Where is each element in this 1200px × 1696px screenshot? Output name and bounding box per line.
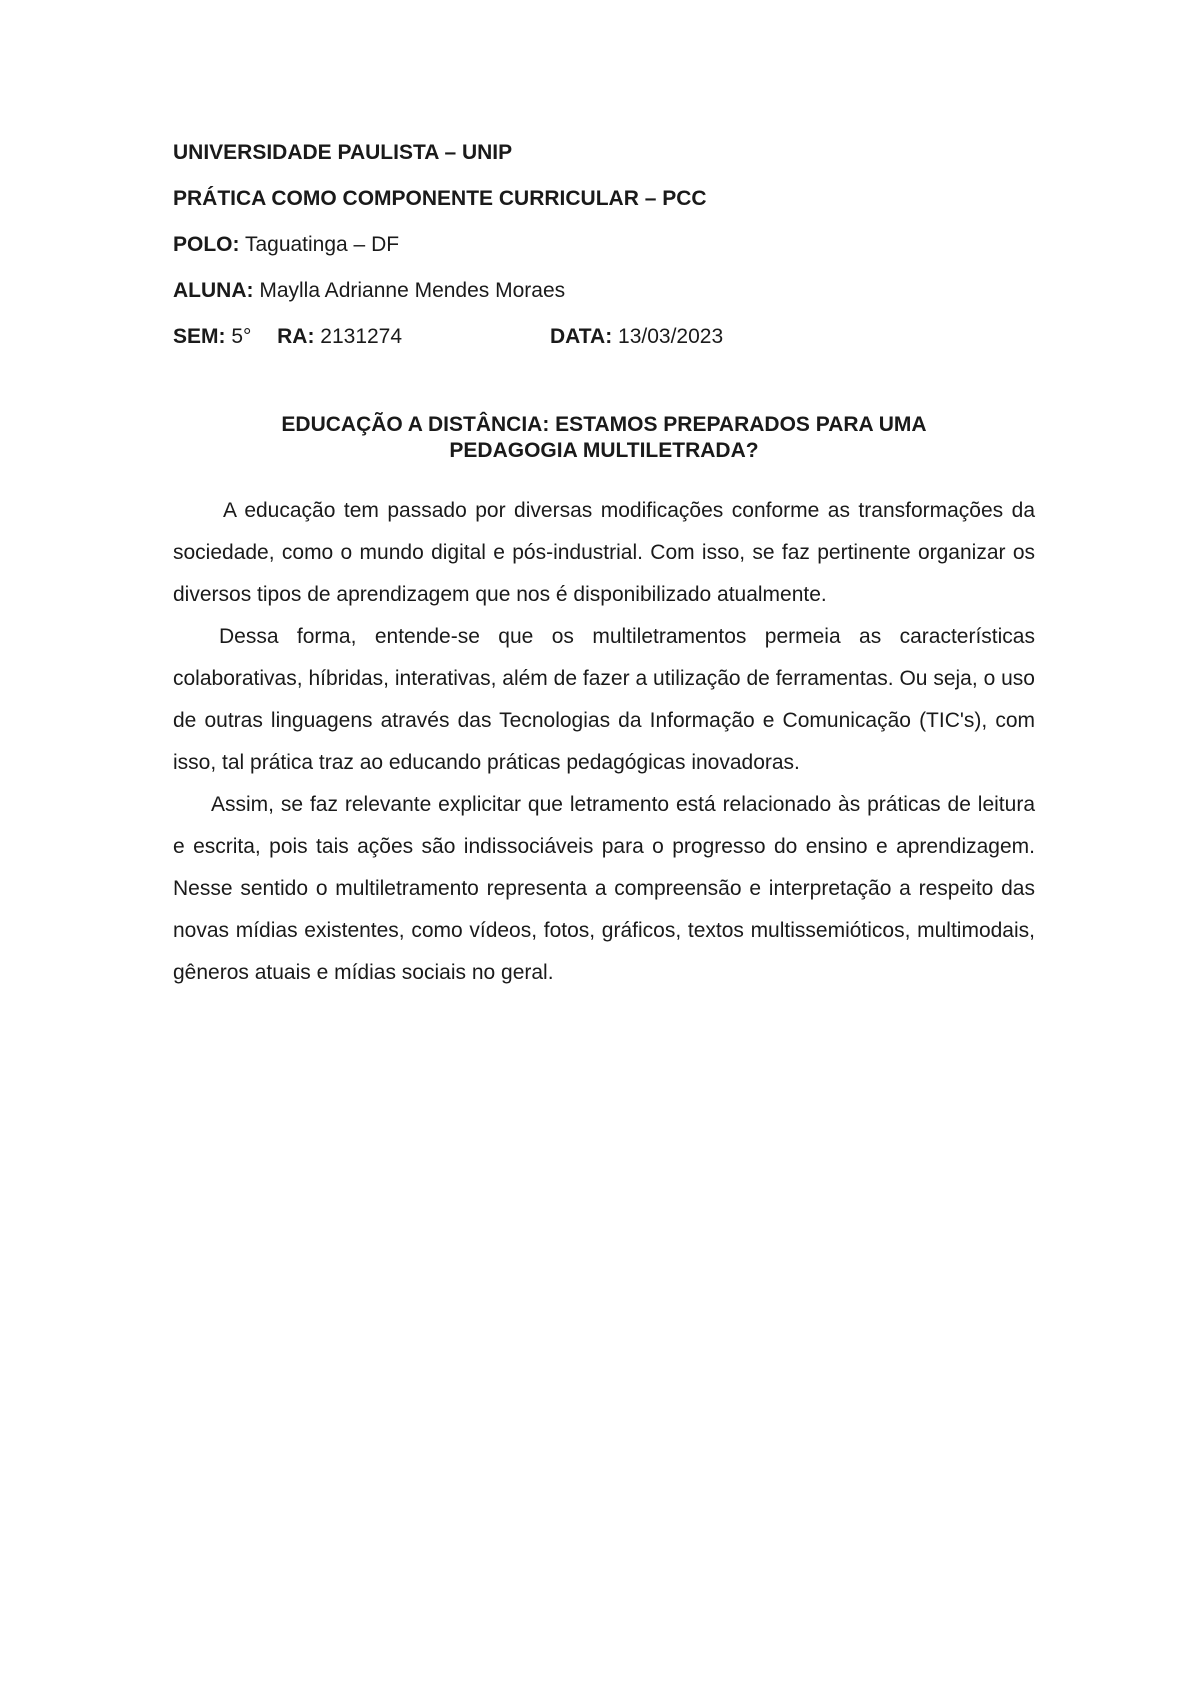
polo-value: Taguatinga – DF	[244, 233, 400, 256]
ra-part	[277, 325, 402, 348]
title-line-1: EDUCAÇÃO A DISTÂNCIA: ESTAMOS PREPARADOS PARA UMA	[281, 413, 927, 436]
university-name: UNIVERSIDADE PAULISTA – UNIP	[173, 141, 513, 164]
practice-name: PRÁTICA COMO COMPONENTE CURRICULAR – PCC	[173, 187, 707, 210]
aluna-line	[173, 278, 1035, 304]
aluna-label: ALUNA:	[173, 279, 254, 302]
ra-label: RA:	[277, 325, 315, 348]
paragraph-3: Assim, se faz relevante explicitar que letramento está relacionado às práticas de leitura e escrita, pois tais ações são indissociáveis para o progresso do ensino e aprendizagem. Nesse sentido o multiletramento representa a compreensão e interpretação a respeito das novas mídias existentes, como vídeos, fotos, gráficos, textos multissemióticos, multimodais, gêneros atuais e mídias sociais no geral.	[173, 793, 1035, 984]
title-line-2: PEDAGOGIA MULTILETRADA?	[449, 439, 759, 462]
sem-ra-date-line	[173, 324, 1035, 350]
date-label: DATA:	[550, 325, 613, 348]
aluna-value: Maylla Adrianne Mendes Moraes	[259, 279, 566, 302]
date-part	[550, 324, 723, 350]
paragraph-2: Dessa forma, entende-se que os multiletramentos permeia as características colaborativas, híbridas, interativas, além de fazer a utilização de ferramentas. Ou seja, o uso de outras linguagens através das Tecnologias da Informação e Comunicação (TIC's), com isso, tal prática traz ao educando práticas pedagógicas inovadoras.	[173, 625, 1035, 774]
sem-label: SEM:	[173, 325, 226, 348]
document-title	[173, 412, 1035, 464]
date-value: 13/03/2023	[618, 325, 724, 348]
polo-line	[173, 232, 1035, 258]
polo-label: POLO:	[173, 233, 240, 256]
ra-value: 2131274	[320, 325, 403, 348]
sem-part	[173, 325, 257, 348]
document-page	[173, 140, 1035, 994]
paragraph-1: A educação tem passado por diversas modificações conforme as transformações da sociedade, como o mundo digital e pós-industrial. Com isso, se faz pertinente organizar os diversos tipos de aprendizagem que nos é disponibilizado atualmente.	[173, 499, 1035, 606]
sem-value: 5°	[231, 325, 252, 348]
body-text	[173, 490, 1035, 994]
